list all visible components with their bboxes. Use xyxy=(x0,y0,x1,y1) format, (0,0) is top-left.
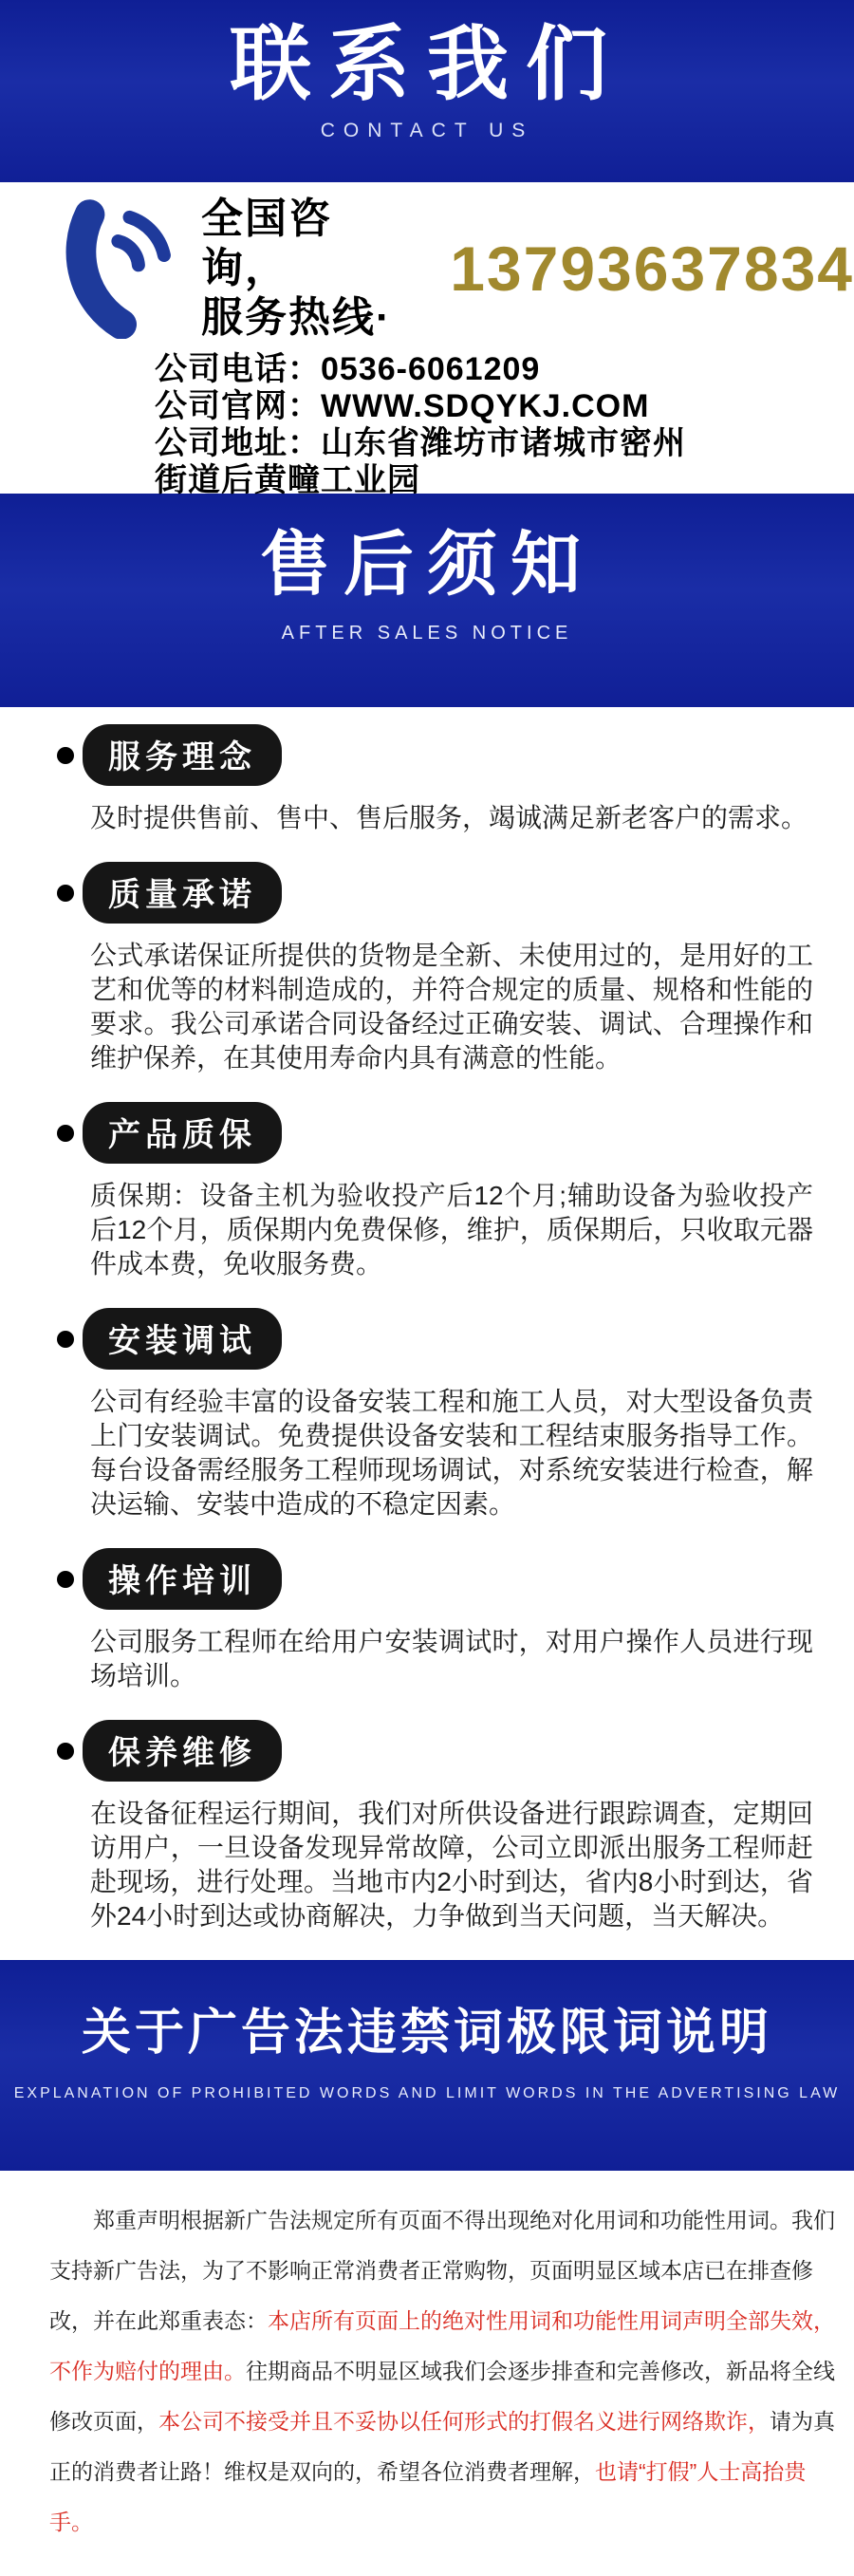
service-section-concept xyxy=(57,724,854,835)
phone-volume-icon xyxy=(44,198,176,339)
badge-row xyxy=(57,1720,854,1782)
service-text: 及时提供售前、售中、售后服务，竭诚满足新老客户的需求。 xyxy=(90,803,808,832)
services-section xyxy=(0,707,854,1933)
service-text: 公司服务工程师在给用户安装调试时，对用户操作人员进行现场培训。 xyxy=(90,1627,813,1690)
badge-row xyxy=(57,1102,854,1164)
company-site-row xyxy=(155,388,854,425)
aftersales-banner-subtitle: AFTER SALES NOTICE xyxy=(281,623,573,644)
disclaimer-segment-red: 也请“打假”人士高抬贵手。 xyxy=(49,2459,807,2534)
disclaimer-segment: 郑重声明根据新广告法规定所有页面不得出现绝对化用词和功能性用词。我们支持新广告法，为了不影响正常消费者正常购物，页面明显区域本店已在排查修改，并在此郑重表态： xyxy=(49,2208,835,2333)
adlaw-banner xyxy=(0,1960,854,2171)
service-section-warranty xyxy=(57,1102,854,1281)
hotline-label-line2: 服务热线· xyxy=(201,294,392,341)
service-badge: 服务理念 xyxy=(83,724,282,786)
service-text: 公式承诺保证所提供的货物是全新、未使用过的，是用好的工艺和优等的材料制造成的，并符合规定的质量、规格和性能的要求。我公司承诺合同设备经过正确安装、调试、合理操作和维护保养，在其使用寿命内具有满意的性能。 xyxy=(90,941,813,1073)
disclaimer-segment: 请为真正的消费者让路！维权是双向的，希望各位消费者理解， xyxy=(49,2409,835,2484)
bullet-icon xyxy=(57,885,74,902)
adlaw-banner-subtitle: EXPLANATION OF PROHIBITED WORDS AND LIMIT WORDS IN THE ADVERTISING LAW xyxy=(13,2085,841,2101)
company-address-line2: 街道后黄疃工业园 xyxy=(155,462,420,498)
hotline-row xyxy=(44,197,854,340)
company-address-line1: 山东省潍坊市诸城市密州 xyxy=(321,425,686,461)
company-address-label: 公司地址： xyxy=(155,425,321,461)
disclaimer-segment-red: 本店所有页面上的绝对性用词和功能性用词声明全部失效，不作为赔付的理由。 xyxy=(49,2308,835,2383)
badge-row xyxy=(57,1308,854,1370)
service-section-training xyxy=(57,1548,854,1693)
service-section-install xyxy=(57,1308,854,1521)
contact-banner-title: 联系我们 xyxy=(230,19,624,110)
aftersales-banner xyxy=(0,494,854,707)
disclaimer-section xyxy=(0,2171,854,2576)
adlaw-banner-title: 关于广告法违禁词极限词说明 xyxy=(81,2006,772,2061)
company-phone-label: 公司电话： xyxy=(155,351,321,387)
service-text: 在设备征程运行期间，我们对所供设备进行跟踪调查，定期回访用户，一旦设备发现异常故障，公司立即派出服务工程师赶赴现场，进行处理。当地市内2小时到达，省内8小时到达，省外24小时到达或协商解决，力争做到当天问题，当天解决。 xyxy=(90,1799,813,1931)
company-site-value: WWW.SDQYKJ.COM xyxy=(321,388,650,424)
company-phone-row xyxy=(155,351,854,388)
company-phone-value: 0536-6061209 xyxy=(321,351,541,387)
contact-banner-subtitle: CONTACT US xyxy=(320,120,534,141)
disclaimer-paragraph xyxy=(49,2195,839,2548)
bullet-icon xyxy=(57,747,74,764)
service-section-quality xyxy=(57,862,854,1075)
badge-row xyxy=(57,862,854,924)
contact-info-section xyxy=(0,182,854,498)
bullet-icon xyxy=(57,1571,74,1588)
service-badge: 保养维修 xyxy=(83,1720,282,1782)
aftersales-banner-title: 售后须知 xyxy=(260,525,594,604)
hotline-label-line1: 全国咨询， xyxy=(201,196,332,291)
service-badge: 质量承诺 xyxy=(83,862,282,924)
service-badge: 操作培训 xyxy=(83,1548,282,1610)
service-badge: 产品质保 xyxy=(83,1102,282,1164)
service-text: 质保期：设备主机为验收投产后12个月;辅助设备为验收投产后12个月，质保期内免费保修，维护，质保期后，只收取元器件成本费，免收服务费。 xyxy=(90,1181,813,1279)
hotline-label xyxy=(201,195,410,343)
service-badge: 安装调试 xyxy=(83,1308,282,1370)
bullet-icon xyxy=(57,1743,74,1760)
badge-row xyxy=(57,724,854,786)
service-text: 公司有经验丰富的设备安装工程和施工人员，对大型设备负责上门安装调试。免费提供设备安装和工程结束服务指导工作。每台设备需经服务工程师现场调试，对系统安装进行检查，解决运输、安装中造成的不稳定因素。 xyxy=(90,1387,813,1519)
disclaimer-segment-red: 本公司不接受并且不妥协以任何形式的打假名义进行网络欺诈， xyxy=(158,2409,770,2434)
badge-row xyxy=(57,1548,854,1610)
service-section-maintenance xyxy=(57,1720,854,1933)
contact-banner xyxy=(0,0,854,182)
company-site-label: 公司官网： xyxy=(155,388,321,424)
bullet-icon xyxy=(57,1125,74,1142)
company-address-row xyxy=(155,425,854,462)
hotline-phone-number: 13793637834 xyxy=(450,233,854,304)
disclaimer-segment: 往期商品不明显区域我们会逐步排查和完善修改，新品将全线修改页面， xyxy=(49,2359,835,2434)
company-info xyxy=(155,351,854,499)
bullet-icon xyxy=(57,1331,74,1348)
